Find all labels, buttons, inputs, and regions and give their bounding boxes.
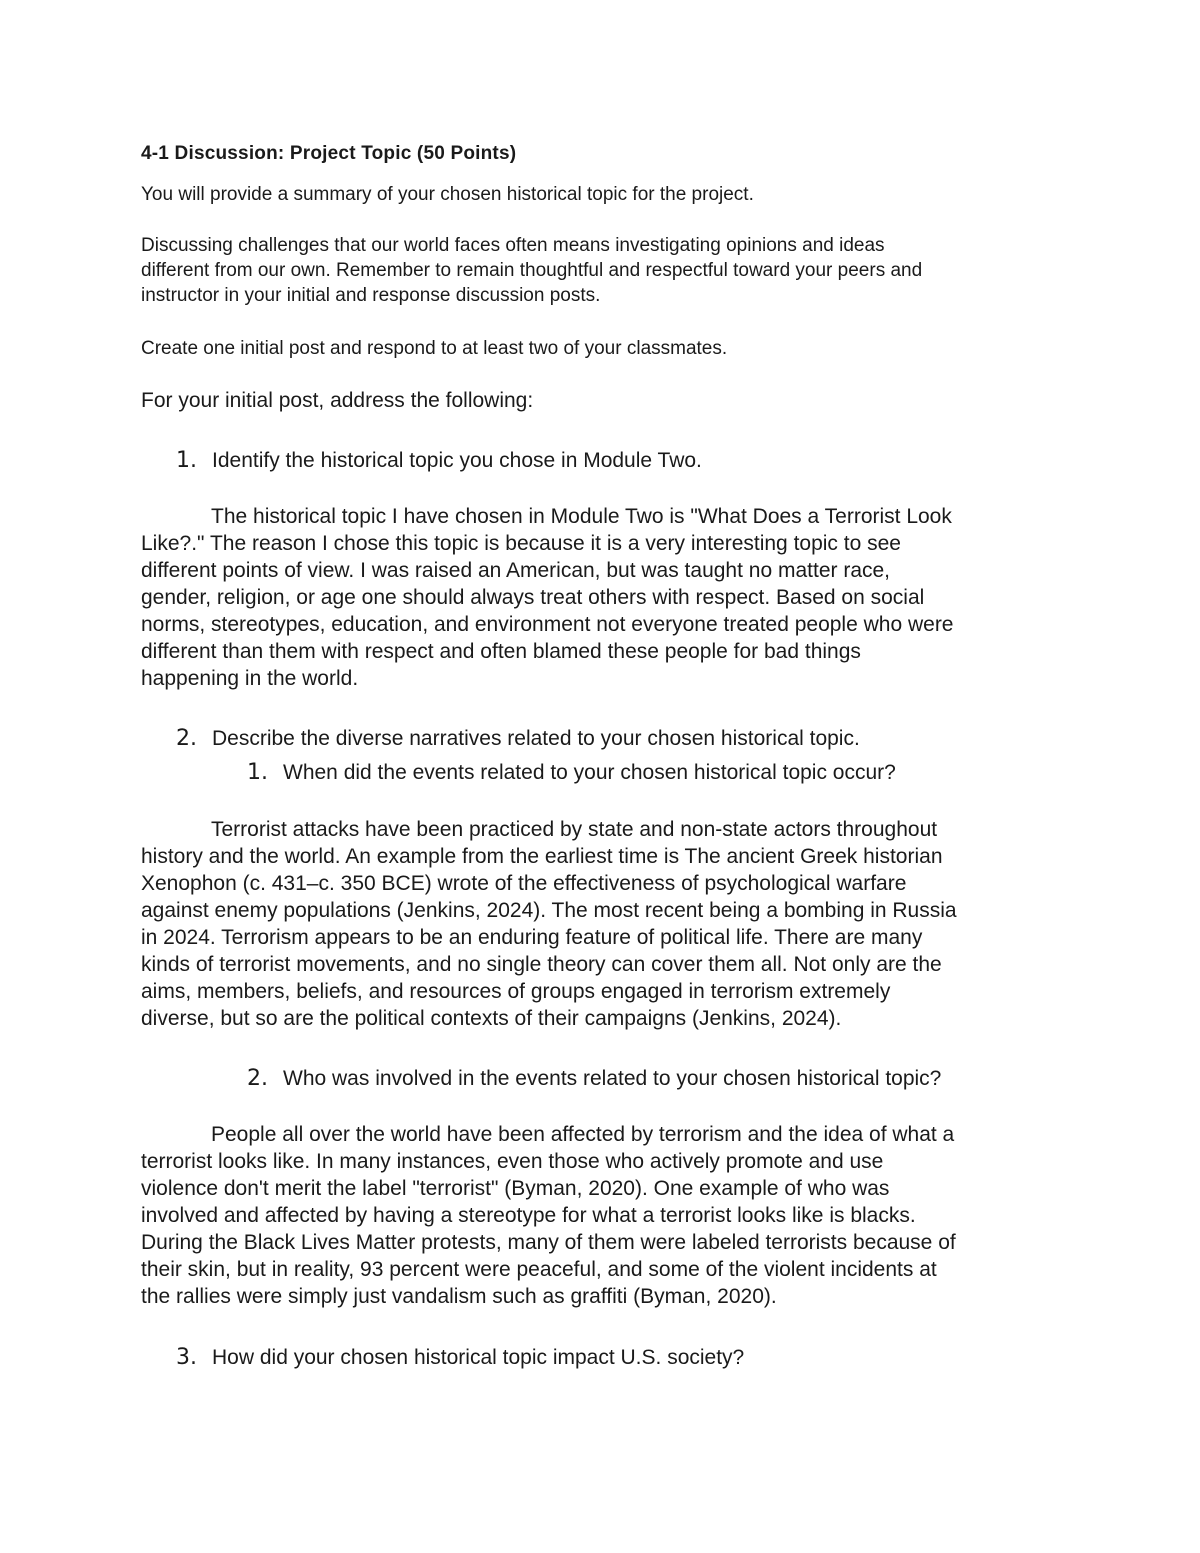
answer-line: their skin, but in reality, 93 percent were peaceful, and some of the violent incidents at	[141, 1258, 937, 1281]
question-3	[176, 1344, 744, 1371]
answer-2-1	[141, 816, 957, 1032]
answer-line: Terrorist attacks have been practiced by state and non-state actors throughout	[211, 818, 938, 841]
intro-line: different from our own. Remember to remain thoughtful and respectful toward your peers and	[141, 260, 923, 281]
question-1	[176, 447, 702, 474]
question-number: 1.	[176, 448, 197, 473]
question-2-sub-1	[247, 759, 896, 786]
answer-line: violence don't merit the label "terrorist" (Byman, 2020). One example of who was	[141, 1177, 890, 1200]
answer-line: Like?." The reason I chose this topic is because it is a very interesting topic to see	[141, 532, 901, 555]
question-text: Identify the historical topic you chose in Module Two.	[212, 449, 702, 472]
answer-1	[141, 503, 954, 692]
answer-line: happening in the world.	[141, 667, 359, 690]
question-2	[176, 725, 860, 752]
answer-line: aims, members, beliefs, and resources of groups engaged in terrorism extremely	[141, 980, 891, 1003]
question-text: When did the events related to your chosen historical topic occur?	[283, 761, 896, 784]
answer-2-2	[141, 1121, 956, 1310]
answer-line: During the Black Lives Matter protests, many of them were labeled terrorists because of	[141, 1231, 956, 1254]
intro-paragraph-1: You will provide a summary of your chosen historical topic for the project.	[141, 184, 754, 205]
answer-line: in 2024. Terrorism appears to be an enduring feature of political life. There are many	[141, 926, 923, 949]
question-number: 1.	[247, 760, 268, 785]
answer-line: norms, stereotypes, education, and environment not everyone treated people who were	[141, 613, 954, 636]
answer-line: kinds of terrorist movements, and no single theory can cover them all. Not only are the	[141, 953, 942, 976]
question-text: Describe the diverse narratives related to your chosen historical topic.	[212, 727, 860, 750]
answer-line: history and the world. An example from the earliest time is The ancient Greek historian	[141, 845, 943, 868]
question-number: 2.	[176, 726, 197, 751]
answer-line: different than them with respect and often blamed these people for bad things	[141, 640, 861, 663]
question-number: 3.	[176, 1345, 197, 1370]
question-text: Who was involved in the events related to your chosen historical topic?	[283, 1067, 942, 1090]
answer-line: gender, religion, or age one should always treat others with respect. Based on social	[141, 586, 925, 609]
answer-line: the rallies were simply just vandalism such as graffiti (Byman, 2020).	[141, 1285, 777, 1308]
answer-line: against enemy populations (Jenkins, 2024). The most recent being a bombing in Russia	[141, 899, 957, 922]
intro-paragraph-3: Create one initial post and respond to at least two of your classmates.	[141, 338, 728, 359]
answer-line: different points of view. I was raised an American, but was taught no matter race,	[141, 559, 891, 582]
answer-line: Xenophon (c. 431–c. 350 BCE) wrote of the effectiveness of psychological warfare	[141, 872, 907, 895]
question-text: How did your chosen historical topic impact U.S. society?	[212, 1346, 745, 1369]
document-title: 4-1 Discussion: Project Topic (50 Points)	[141, 143, 517, 164]
lead-in-text: For your initial post, address the following:	[141, 389, 534, 412]
intro-line: instructor in your initial and response discussion posts.	[141, 285, 601, 306]
intro-paragraph-2	[141, 233, 922, 308]
answer-line: involved and affected by having a stereotype for what a terrorist looks like is blacks.	[141, 1204, 916, 1227]
question-2-sub-2	[247, 1065, 941, 1092]
answer-line: The historical topic I have chosen in Module Two is "What Does a Terrorist Look	[211, 505, 952, 528]
answer-line: terrorist looks like. In many instances, even those who actively promote and use	[141, 1150, 884, 1173]
intro-line: Discussing challenges that our world faces often means investigating opinions and ideas	[141, 235, 885, 256]
answer-line: diverse, but so are the political contexts of their campaigns (Jenkins, 2024).	[141, 1007, 842, 1030]
question-number: 2.	[247, 1066, 268, 1091]
answer-line: People all over the world have been affected by terrorism and the idea of what a	[211, 1123, 955, 1146]
